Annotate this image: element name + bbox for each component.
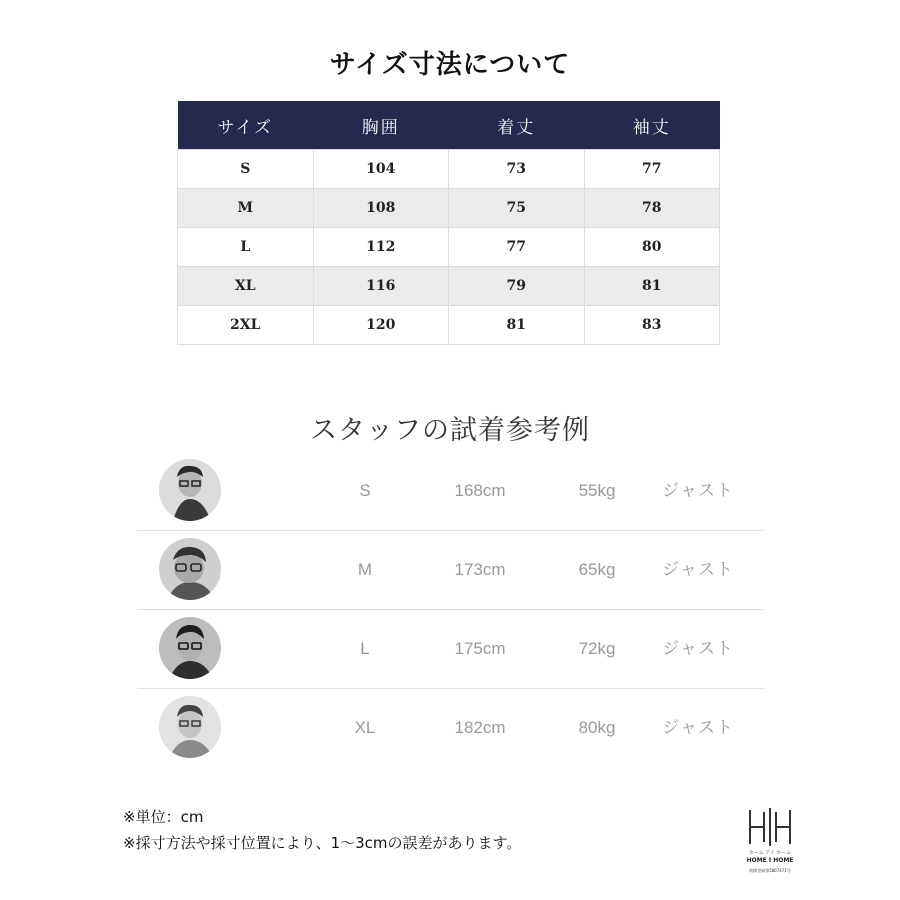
header-length: 着丈: [449, 101, 585, 150]
cell-chest: 116: [313, 267, 449, 306]
cell-size: S: [178, 150, 314, 189]
cell-length: 73: [449, 150, 585, 189]
staff-fit: ジャスト: [662, 560, 734, 579]
staff-avatar-photo: [159, 459, 221, 521]
staff-fit: ジャスト: [662, 481, 734, 500]
table-row: [178, 189, 720, 228]
staff-height: 175cm: [454, 639, 506, 658]
tolerance-note: ※採寸方法や採寸位置により、1～3cmの誤差があります。: [123, 834, 522, 852]
cell-sleeve: 78: [584, 189, 720, 228]
logo-registration: 商標登録第5867471号: [749, 868, 791, 873]
staff-fit: ジャスト: [662, 718, 734, 737]
cell-sleeve: 80: [584, 228, 720, 267]
cell-length: 79: [449, 267, 585, 306]
staff-size: M: [357, 560, 373, 579]
cell-length: 81: [449, 306, 585, 345]
size-chart-table: [177, 101, 720, 345]
staff-fitting-title: スタッフの試着参考例: [310, 415, 590, 446]
staff-weight: 72kg: [578, 639, 616, 658]
staff-height: 182cm: [454, 718, 506, 737]
cell-size: L: [178, 228, 314, 267]
staff-height: 173cm: [454, 560, 506, 579]
cell-length: 75: [449, 189, 585, 228]
list-item: [137, 610, 764, 689]
cell-chest: 112: [313, 228, 449, 267]
staff-avatar-photo: [159, 538, 221, 600]
logo-kana: ホーム アイ ホーム: [748, 850, 792, 856]
table-row: [178, 306, 720, 345]
staff-size: L: [360, 639, 370, 658]
cell-size: XL: [178, 267, 314, 306]
cell-length: 77: [449, 228, 585, 267]
cell-chest: 108: [313, 189, 449, 228]
cell-sleeve: 83: [584, 306, 720, 345]
header-size: サイズ: [178, 101, 314, 150]
list-item: [137, 531, 764, 610]
cell-sleeve: 77: [584, 150, 720, 189]
staff-height: 168cm: [454, 481, 506, 500]
table-row: [178, 150, 720, 189]
brand-logo: [746, 806, 794, 876]
cell-size: 2XL: [178, 306, 314, 345]
header-sleeve: 袖丈: [584, 101, 720, 150]
notes: [123, 804, 521, 856]
staff-fit: ジャスト: [662, 639, 734, 658]
table-row: [178, 228, 720, 267]
staff-size: XL: [354, 718, 376, 737]
cell-chest: 120: [313, 306, 449, 345]
monogram-icon: [750, 808, 790, 846]
staff-avatar-photo: [159, 617, 221, 679]
staff-avatar-photo: [159, 696, 221, 758]
size-chart-header-row: [178, 101, 720, 150]
staff-fitting-list: [137, 452, 764, 767]
staff-weight: 65kg: [578, 560, 616, 579]
logo-brand: HOME I HOME: [746, 857, 794, 864]
cell-size: M: [178, 189, 314, 228]
size-chart-title: サイズ寸法について: [329, 50, 571, 80]
table-row: [178, 267, 720, 306]
cell-chest: 104: [313, 150, 449, 189]
staff-weight: 80kg: [578, 718, 616, 737]
header-chest: 胸囲: [313, 101, 449, 150]
staff-size: S: [359, 481, 371, 500]
cell-sleeve: 81: [584, 267, 720, 306]
staff-weight: 55kg: [578, 481, 616, 500]
unit-note: ※単位：cm: [123, 808, 204, 826]
list-item: [137, 689, 764, 767]
list-item: [137, 452, 764, 531]
